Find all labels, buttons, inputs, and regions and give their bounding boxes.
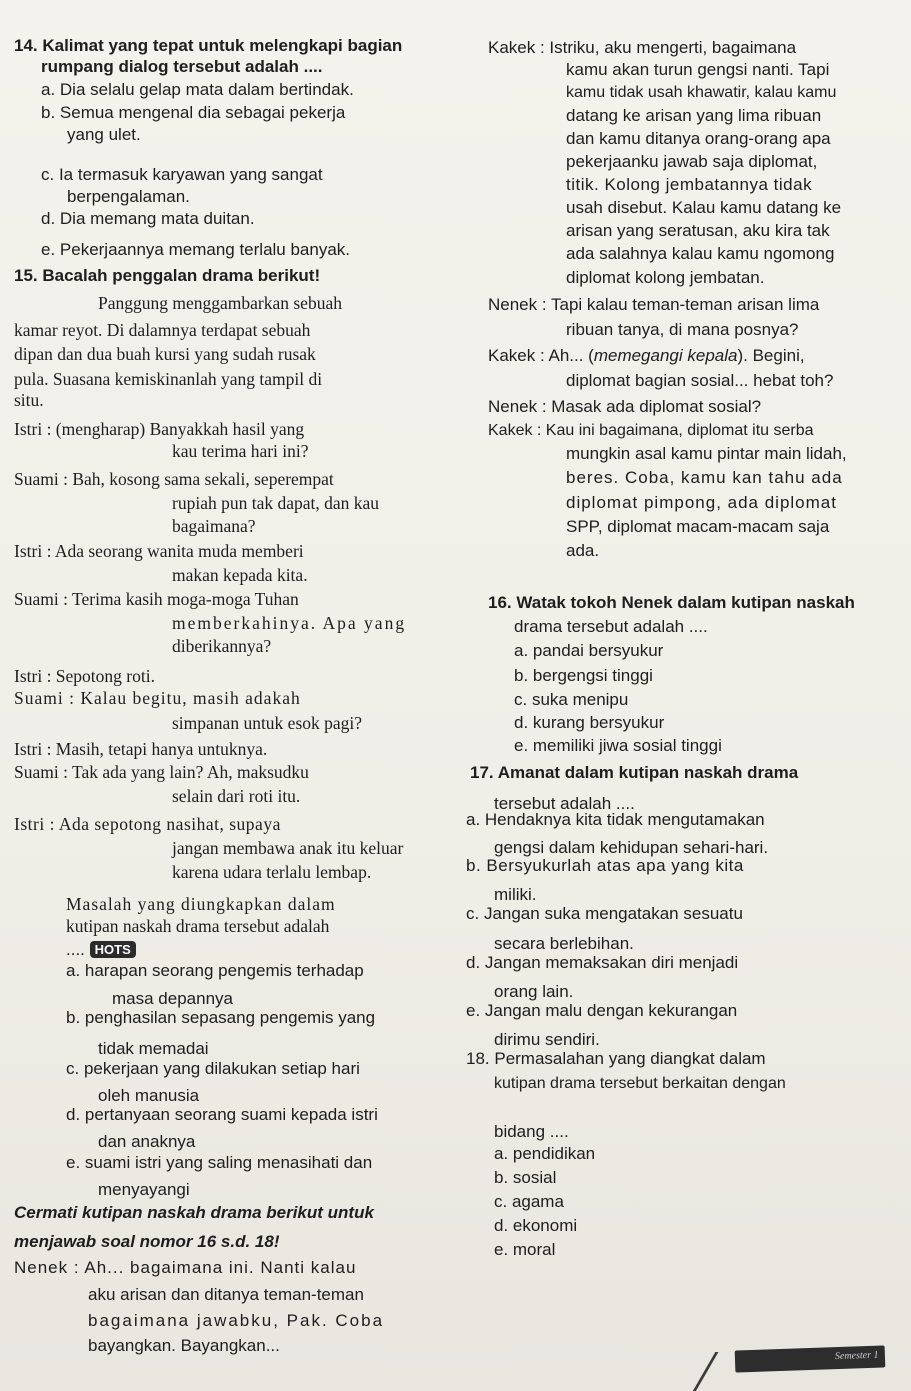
q14-option-c: c. Ia termasuk karyawan yang sangat xyxy=(41,165,323,184)
q15-stage-1: Panggung menggambarkan sebuah xyxy=(98,293,342,313)
q16-option-c: c. suka menipu xyxy=(514,690,629,709)
q18-option-b: b. sosial xyxy=(494,1168,557,1187)
dialog-kakek-2 xyxy=(488,346,805,366)
q16-option-e: e. memiliki jiwa sosial tinggi xyxy=(514,736,722,755)
q17-option-a: a. Hendaknya kita tidak mengutamakan xyxy=(466,810,765,829)
dialog-kakek-1-l8: usah disebut. Kalau kamu datang ke xyxy=(566,198,842,217)
hots-badge: HOTS xyxy=(90,941,136,958)
dialog-kakek-1-l3: kamu tidak usah khawatir, kalau kamu xyxy=(566,84,837,101)
dialog-suami-2: Suami : Terima kasih moga-moga Tuhan xyxy=(14,589,299,609)
dialog-istri-2: Istri : Ada seorang wanita muda memberi xyxy=(14,541,304,561)
dialog-suami-2-cont: memberkahinya. Apa yang xyxy=(172,613,407,633)
q15-option-a: a. harapan seorang pengemis terhadap xyxy=(66,961,364,980)
dialog-kakek-3-l4: diplomat pimpong, ada diplomat xyxy=(566,493,837,512)
q14-option-c-cont: berpengalaman. xyxy=(67,187,190,206)
dialog-nenek-1: Nenek : Ah... bagaimana ini. Nanti kalau xyxy=(14,1258,357,1277)
q15-question-1: Masalah yang diungkapkan dalam xyxy=(66,894,336,914)
q15-option-e-cont: menyayangi xyxy=(98,1180,190,1199)
dialog-kakek-1-l6: pekerjaanku jawab saja diplomat, xyxy=(566,152,818,171)
q16-option-d: d. kurang bersyukur xyxy=(514,713,665,732)
cermati-instruction: Cermati kutipan naskah drama berikut untuk xyxy=(14,1203,374,1222)
q18-title-cont: kutipan drama tersebut berkaitan dengan xyxy=(494,1075,786,1092)
q15-question-2: kutipan naskah drama tersebut adalah xyxy=(66,916,330,936)
dialog-nenek-3: Nenek : Masak ada diplomat sosial? xyxy=(488,397,762,416)
dialog-kakek-1-l10: ada salahnya kalau kamu ngomong xyxy=(566,244,835,263)
q14-option-d: d. Dia memang mata duitan. xyxy=(41,209,255,228)
semester-stamp xyxy=(735,1345,886,1372)
q15-option-e: e. suami istri yang saling menasihati dan xyxy=(66,1153,373,1172)
q15-option-c: c. pekerjaan yang dilakukan setiap hari xyxy=(66,1059,360,1078)
q14-option-a: a. Dia selalu gelap mata dalam bertindak. xyxy=(41,80,354,99)
dialog-istri-4: Istri : Masih, tetapi hanya untuknya. xyxy=(14,739,268,759)
stage-direction: memegangi kepala xyxy=(593,346,738,365)
q17-option-d-cont: orang lain. xyxy=(494,982,574,1001)
dialog-suami-3-cont: simpanan untuk esok pagi? xyxy=(172,713,363,733)
dialog-kakek-3-l6: ada. xyxy=(566,541,600,560)
q18-title-cont2: bidang .... xyxy=(494,1122,569,1141)
dialog-kakek-1-l9: arisan yang seratusan, aku kira tak xyxy=(566,221,830,240)
q14-option-e: e. Pekerjaannya memang terlalu banyak. xyxy=(41,240,351,259)
q17-option-e: e. Jangan malu dengan kekurangan xyxy=(466,1001,738,1020)
dialog-istri-5-cont2: karena udara terlalu lembap. xyxy=(172,862,372,882)
dialog-istri-2-cont: makan kepada kita. xyxy=(172,565,308,585)
q17-title-cont: tersebut adalah .... xyxy=(494,794,635,813)
dialog-nenek-2-cont: ribuan tanya, di mana posnya? xyxy=(566,320,799,339)
q15-option-b: b. penghasilan sepasang pengemis yang xyxy=(66,1008,376,1027)
semester-stamp-text: Semester 1 xyxy=(834,1349,879,1363)
dialog-suami-4-cont: selain dari roti itu. xyxy=(172,786,301,806)
dialog-suami-1-cont: rupiah pun tak dapat, dan kau xyxy=(172,493,380,513)
cermati-instruction-cont: menjawab soal nomor 16 s.d. 18! xyxy=(14,1232,280,1251)
dialog-kakek-1-l4: datang ke arisan yang lima ribuan xyxy=(566,106,822,125)
q15-question-3 xyxy=(66,940,136,960)
dialog-kakek-1-l7: titik. Kolong jembatannya tidak xyxy=(566,175,813,194)
q15-stage-2: kamar reyot. Di dalamnya terdapat sebuah xyxy=(14,320,311,340)
q16-title-cont: drama tersebut adalah .... xyxy=(514,617,708,636)
q15-option-b-cont: tidak memadai xyxy=(98,1039,209,1058)
q18-option-a: a. pendidikan xyxy=(494,1144,596,1163)
dialog-kakek-1: Kakek : Istriku, aku mengerti, bagaimana xyxy=(488,38,797,57)
dialog-nenek-1-cont: aku arisan dan ditanya teman-teman xyxy=(88,1285,364,1304)
dialog-suami-1-cont2: bagaimana? xyxy=(172,516,256,536)
q15-stage-3: dipan dan dua buah kursi yang sudah rusak xyxy=(14,344,316,364)
q17-title: 17. Amanat dalam kutipan naskah drama xyxy=(470,763,799,782)
dialog-nenek-2: Nenek : Tapi kalau teman-teman arisan lima xyxy=(488,295,820,314)
q14-option-b-cont: yang ulet. xyxy=(67,125,141,144)
q15-stage-5: situ. xyxy=(14,390,44,410)
q17-option-b: b. Bersyukurlah atas apa yang kita xyxy=(466,856,744,875)
dialog-istri-3: Istri : Sepotong roti. xyxy=(14,666,155,686)
q18-option-d: d. ekonomi xyxy=(494,1216,578,1235)
dialog-istri-5: Istri : Ada sepotong nasihat, supaya xyxy=(14,814,281,834)
dialog-suami-3: Suami : Kalau begitu, masih adakah xyxy=(14,688,301,708)
q15-option-d: d. pertanyaan seorang suami kepada istri xyxy=(66,1105,378,1124)
dialog-istri-5-cont: jangan membawa anak itu keluar xyxy=(172,838,404,858)
q17-option-c: c. Jangan suka mengatakan sesuatu xyxy=(466,904,743,923)
page-corner-shadow xyxy=(690,1352,730,1391)
dialog-nenek-1-cont3: bayangkan. Bayangkan... xyxy=(88,1336,280,1355)
q15-option-d-cont: dan anaknya xyxy=(98,1132,196,1151)
q16-title: 16. Watak tokoh Nenek dalam kutipan naskah xyxy=(488,593,855,612)
dialog-kakek-3: Kakek : Kau ini bagaimana, diplomat itu serba xyxy=(488,422,814,439)
dialog-suami-4: Suami : Tak ada yang lain? Ah, maksudku xyxy=(14,762,309,782)
dialog-istri-1: Istri : (mengharap) Banyakkah hasil yang xyxy=(14,419,305,439)
q17-option-d: d. Jangan memaksakan diri menjadi xyxy=(466,953,739,972)
dialog-kakek-1-l5: dan kamu ditanya orang-orang apa xyxy=(566,129,831,148)
q14-title-cont: rumpang dialog tersebut adalah .... xyxy=(41,57,323,76)
dialog-kakek-1-l11: diplomat kolong jembatan. xyxy=(566,268,765,287)
q18-title: 18. Permasalahan yang diangkat dalam xyxy=(466,1049,766,1068)
q15-ellipsis: .... xyxy=(66,940,85,959)
dialog-kakek-3-l5: SPP, diplomat macam-macam saja xyxy=(566,517,830,536)
q15-option-c-cont: oleh manusia xyxy=(98,1086,200,1105)
dialog-suami-2-cont2: diberikannya? xyxy=(172,636,272,656)
dialog-istri-1-cont: kau terima hari ini? xyxy=(172,441,309,461)
kakek-2-start: Kakek : Ah... ( xyxy=(488,346,594,365)
q18-option-c: c. agama xyxy=(494,1192,564,1211)
dialog-kakek-3-l3: beres. Coba, kamu kan tahu ada xyxy=(566,468,843,487)
q16-option-a: a. pandai bersyukur xyxy=(514,641,664,660)
dialog-suami-1: Suami : Bah, kosong sama sekali, seperempat xyxy=(14,469,334,489)
q17-option-a-cont: gengsi dalam kehidupan sehari-hari. xyxy=(494,838,769,857)
q17-option-e-cont: dirimu sendiri. xyxy=(494,1030,600,1049)
dialog-kakek-1-l2: kamu akan turun gengsi nanti. Tapi xyxy=(566,60,830,79)
q18-option-e: e. moral xyxy=(494,1240,556,1259)
dialog-kakek-3-l2: mungkin asal kamu pintar main lidah, xyxy=(566,444,847,463)
dialog-nenek-1-cont2: bagaimana jawabku, Pak. Coba xyxy=(88,1311,385,1330)
dialog-kakek-2-cont: diplomat bagian sosial... hebat toh? xyxy=(566,371,834,390)
q16-option-b: b. bergengsi tinggi xyxy=(514,666,653,685)
q14-title: 14. Kalimat yang tepat untuk melengkapi bagian xyxy=(14,36,403,55)
q17-option-c-cont: secara berlebihan. xyxy=(494,934,634,953)
q17-option-b-cont: miliki. xyxy=(494,885,537,904)
q15-title: 15. Bacalah penggalan drama berikut! xyxy=(14,266,321,285)
kakek-2-end: ). Begini, xyxy=(737,346,805,365)
q14-option-b: b. Semua mengenal dia sebagai pekerja xyxy=(41,103,346,122)
q15-stage-4: pula. Suasana kemiskinanlah yang tampil di xyxy=(14,369,323,389)
q15-option-a-cont: masa depannya xyxy=(112,989,233,1008)
